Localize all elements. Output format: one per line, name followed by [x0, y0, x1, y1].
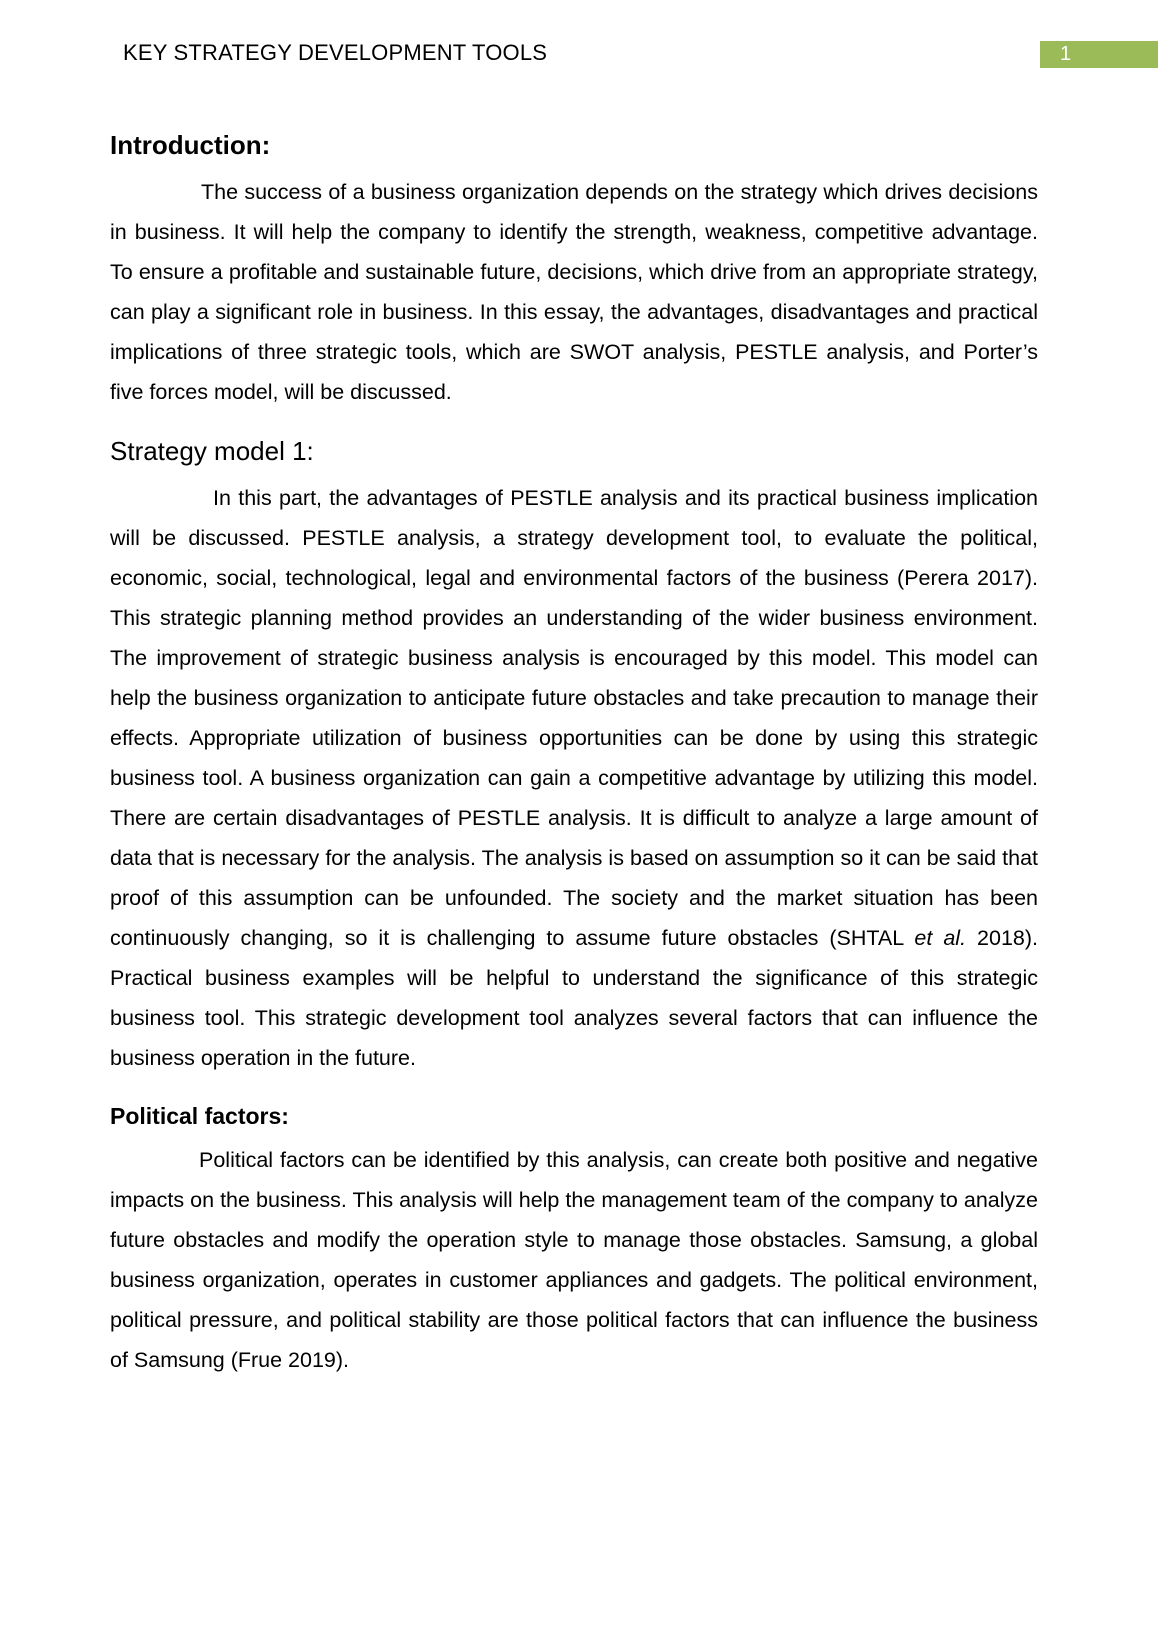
strategy-model-1-text-a: In this part, the advantages of PESTLE analysis and its practical business implication will be discussed. PESTLE analysis, a strategy development tool, to evaluate the political, economic, social, technological, legal and environmental factors of the business (Perera 2017). This strategic planning method provides an understanding of the wider business environment. The improvement of strategic business analysis is encouraged by this model. This model can help the business organization to anticipate future obstacles and take precaution to manage their effects. Appropriate utilization of business opportunities can be done by using this strategic business tool. A business organization can gain a competitive advantage by utilizing this model. There are certain disadvantages of PESTLE analysis. It is difficult to analyze a large amount of data that is necessary for the analysis. The analysis is based on assumption so it can be said that proof of this assumption can be unfounded. The society and the market situation has been continuously changing, so it is challenging to assume future obstacles (SHTAL	[110, 486, 1038, 950]
citation-et-al: et al.	[914, 926, 967, 950]
running-header-title: KEY STRATEGY DEVELOPMENT TOOLS	[123, 40, 548, 65]
document-body	[110, 130, 1038, 1380]
introduction-paragraph: The success of a business organization depends on the strategy which drives decisions in business. It will help the company to identify the strength, weakness, competitive advantage. To ensure a profitable and sustainable future, decisions, which drive from an appropriate strategy, can play a significant role in business. In this essay, the advantages, disadvantages and practical implications of three strategic tools, which are SWOT analysis, PESTLE analysis, and Porter’s five forces model, will be discussed.	[110, 180, 1038, 404]
page-number-badge: 1	[1040, 41, 1158, 68]
strategy-model-1-paragraph	[110, 478, 1038, 1078]
political-factors-heading: Political factors:	[110, 1103, 289, 1129]
strategy-model-1-heading: Strategy model 1:	[110, 436, 314, 466]
introduction-heading: Introduction:	[110, 130, 271, 160]
political-factors-paragraph: Political factors can be identified by this analysis, can create both positive and negative impacts on the business. This analysis will help the management team of the company to analyze future obstacles and modify the operation style to manage those obstacles. Samsung, a global business organization, operates in customer appliances and gadgets. The political environment, political pressure, and political stability are those political factors that can influence the business of Samsung (Frue 2019).	[110, 1148, 1038, 1372]
strategy-model-1-text-b: 2018). Practical business examples will be helpful to understand the significance of this strategic business tool. This strategic development tool analyzes several factors that can influence the business operation in the future.	[110, 926, 1038, 1070]
